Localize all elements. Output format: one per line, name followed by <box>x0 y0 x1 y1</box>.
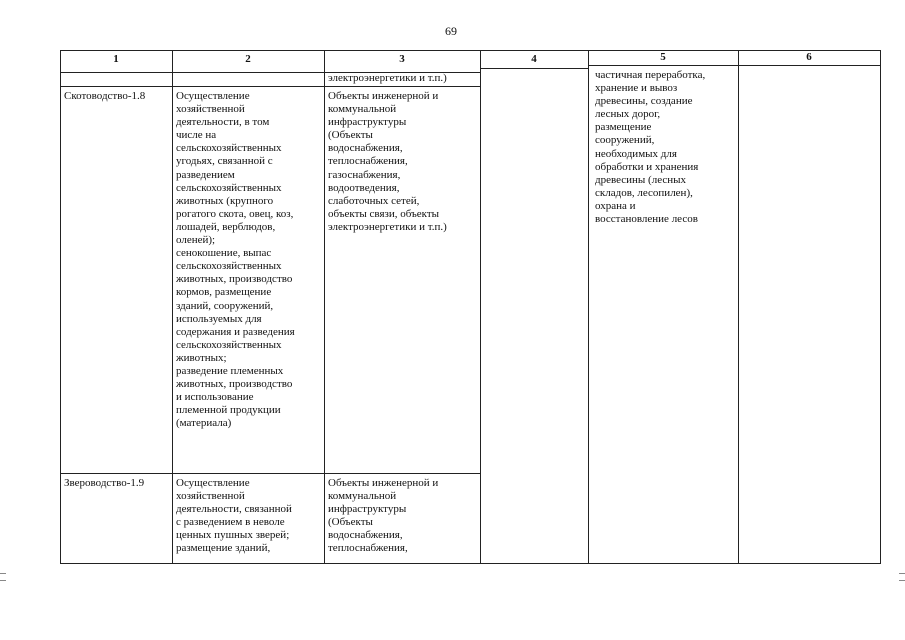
column-divider-4-5 <box>588 50 589 564</box>
cell-line: ценных пушных зверей; <box>176 529 290 542</box>
cell-row1-col2 <box>176 90 295 430</box>
cell-line: числе на <box>176 129 217 142</box>
cell-line: сельскохозяйственных <box>176 338 282 351</box>
cell-line: рогатого скота, овец, коз, <box>176 207 294 220</box>
cell-line: животных (крупного <box>176 194 274 207</box>
cell-line: деятельности, связанной <box>176 503 292 516</box>
cell-line: разведение племенных <box>176 364 284 377</box>
cell-line: Осуществление <box>176 477 250 489</box>
cell-line: Звероводство-1.9 <box>64 477 145 489</box>
cell-line: Скотоводство-1.8 <box>64 90 146 102</box>
cell-line: угодьях, связанной с <box>176 155 273 168</box>
page-number: 69 <box>445 24 457 38</box>
scan-edge-mark <box>899 580 905 581</box>
cell-line: животных, производство <box>176 273 293 286</box>
cell-continuation-col5 <box>595 69 705 226</box>
table-bottom-border <box>60 563 880 564</box>
cell-line: Объекты инженерной и <box>328 90 439 102</box>
cell-line: коммунальной <box>328 490 397 503</box>
column-divider-3-4 <box>480 50 481 564</box>
cell-line: охрана и <box>595 199 636 212</box>
row-separator <box>60 473 480 474</box>
cell-row1-col3 <box>328 90 447 234</box>
table-right-border <box>880 50 881 564</box>
cell-line: животных; <box>176 351 227 364</box>
cell-row1-col1 <box>64 90 145 103</box>
cell-line: водоснабжения, <box>328 529 403 542</box>
scan-edge-mark <box>0 573 6 574</box>
header-bottom-border-col56 <box>588 65 880 66</box>
cell-line: объекты связи, объекты <box>328 207 440 220</box>
cell-line: Объекты инженерной и <box>328 477 439 489</box>
cell-line: лошадей, верблюдов, <box>176 220 276 233</box>
cell-line: сельскохозяйственных <box>176 142 282 155</box>
header-bottom-border-col4 <box>480 68 588 69</box>
cell-line: зданий, сооружений, <box>176 299 274 312</box>
cell-line: газоснабжения, <box>328 168 401 181</box>
cell-line: необходимых для <box>595 147 677 160</box>
cell-line: частичная переработка, <box>595 69 706 81</box>
cell-line: сельскохозяйственных <box>176 260 282 273</box>
cell-line: (Объекты <box>328 129 373 142</box>
cell-line: Осуществление <box>176 90 250 102</box>
cell-line: инфраструктуры <box>328 503 407 516</box>
header-col-4: 4 <box>531 53 537 65</box>
cell-line: теплоснабжения, <box>328 542 408 555</box>
cell-line: деятельности, в том <box>176 116 270 129</box>
cell-line: электроэнергетики и т.п.) <box>328 220 447 233</box>
cell-line: восстановление лесов <box>595 213 698 226</box>
cell-line: инфраструктуры <box>328 116 407 129</box>
cell-line: хозяйственной <box>176 103 245 116</box>
header-col-2: 2 <box>245 53 251 65</box>
cell-line: племенной продукции <box>176 404 281 417</box>
cell-line: размещение зданий, <box>176 542 271 555</box>
cell-line: (материала) <box>176 417 232 430</box>
cell-line: хозяйственной <box>176 490 245 503</box>
header-col-5: 5 <box>660 51 666 63</box>
column-divider-5-6 <box>738 50 739 564</box>
cell-row2-col1 <box>64 477 144 490</box>
cell-line: водоснабжения, <box>328 142 403 155</box>
cell-line: используемых для <box>176 312 262 325</box>
cell-line: животных, производство <box>176 378 293 391</box>
scan-edge-mark <box>0 580 6 581</box>
cell-line: (Объекты <box>328 516 373 529</box>
scan-edge-mark <box>899 573 905 574</box>
cell-line: электроэнергетики и т.п.) <box>328 72 447 84</box>
cell-line: разведением <box>176 168 235 181</box>
continuation-row-border <box>60 86 480 87</box>
cell-line: сооружений, <box>595 134 655 147</box>
cell-line: размещение <box>595 121 652 134</box>
cell-line: сенокошение, выпас <box>176 247 272 260</box>
cell-line: теплоснабжения, <box>328 155 408 168</box>
cell-row2-col3 <box>328 477 438 556</box>
cell-line: коммунальной <box>328 103 397 116</box>
cell-line: слаботочных сетей, <box>328 194 420 207</box>
cell-line: кормов, размещение <box>176 286 272 299</box>
column-divider-2-3 <box>324 50 325 564</box>
cell-line: сельскохозяйственных <box>176 181 282 194</box>
cell-line: оленей); <box>176 234 216 247</box>
cell-line: лесных дорог, <box>595 108 661 121</box>
cell-line: водоотведения, <box>328 181 400 194</box>
table-left-border <box>60 50 61 564</box>
cell-line: хранение и вывоз <box>595 82 678 95</box>
cell-line: складов, лесопилен), <box>595 186 693 199</box>
header-col-3: 3 <box>399 53 405 65</box>
cell-line: древесины, создание <box>595 95 693 108</box>
header-col-6: 6 <box>806 51 812 63</box>
cell-line: содержания и разведения <box>176 325 295 338</box>
cell-line: и использование <box>176 391 254 404</box>
header-col-1: 1 <box>113 53 119 65</box>
cell-line: древесины (лесных <box>595 173 687 186</box>
cell-line: с разведением в неволе <box>176 516 285 529</box>
column-divider-1-2 <box>172 50 173 564</box>
cell-line: обработки и хранения <box>595 160 699 173</box>
cell-continuation-col3 <box>328 72 447 85</box>
cell-row2-col2 <box>176 477 292 556</box>
